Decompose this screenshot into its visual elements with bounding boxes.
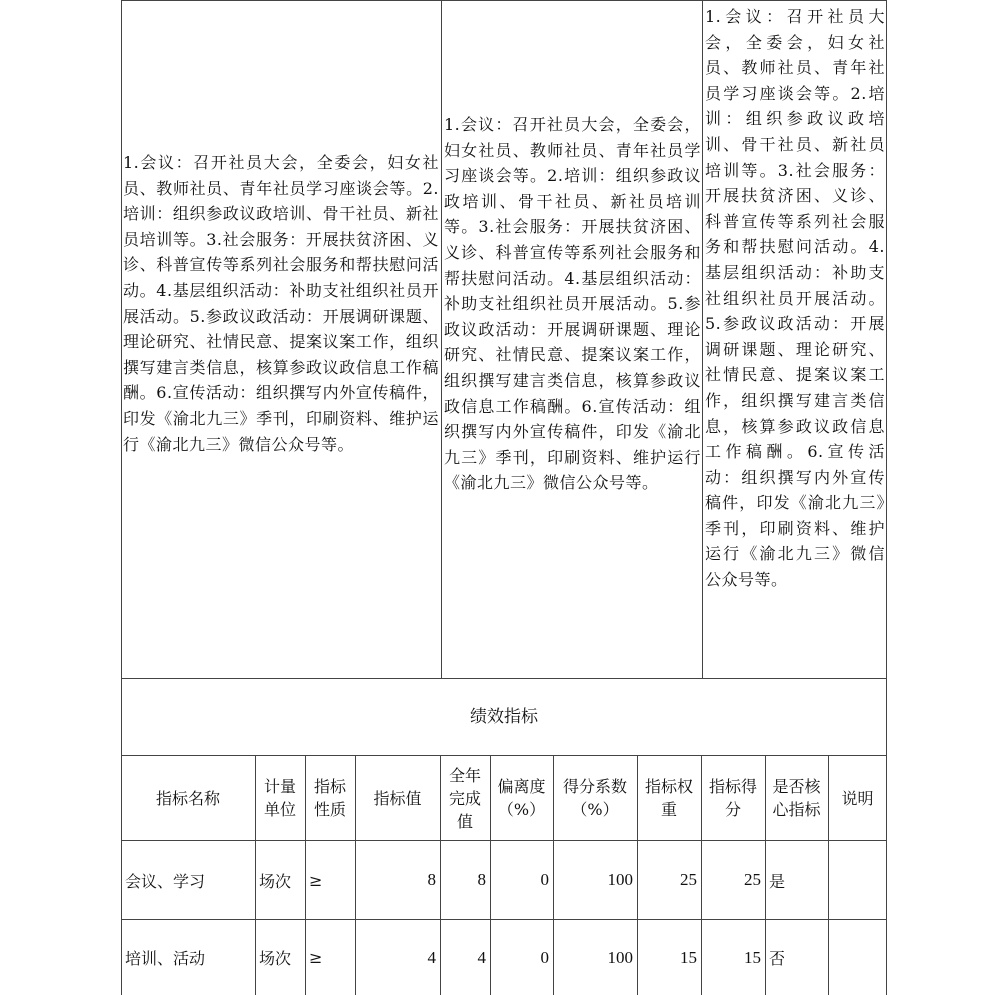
header-note bbox=[828, 756, 887, 840]
grid-line bbox=[121, 755, 887, 756]
header-core bbox=[765, 756, 828, 840]
header-deviation-text: 偏离度（%） bbox=[497, 777, 546, 819]
grid-line bbox=[355, 755, 356, 995]
table-row-1-deviation: 0 bbox=[540, 870, 549, 889]
content-cell-3 bbox=[705, 4, 885, 593]
table-row-2-value: 4 bbox=[427, 947, 436, 967]
table-row-1-core: 是 bbox=[769, 871, 786, 891]
header-weight bbox=[637, 756, 701, 840]
table-row-1-score: 25 bbox=[744, 870, 761, 889]
table-row-1-actual: 8 bbox=[477, 870, 486, 889]
header-actual bbox=[440, 756, 490, 840]
table-row-2-score: 15 bbox=[744, 947, 761, 967]
grid-line bbox=[702, 0, 703, 679]
grid-line bbox=[121, 0, 122, 995]
grid-line bbox=[441, 0, 442, 679]
table-row-2-weight: 15 bbox=[680, 947, 697, 967]
table-row-2-actual: 4 bbox=[477, 947, 486, 967]
grid-line bbox=[637, 755, 638, 995]
header-value-text: 指标值 bbox=[373, 788, 422, 808]
table-row-2-nature: ≥ bbox=[309, 948, 323, 967]
header-value bbox=[355, 756, 440, 840]
table-row-2-core: 否 bbox=[769, 949, 786, 968]
content-text-3: 1.会议：召开社员大会，全委会，妇女社员、教师社员、青年社员学习座谈会等。2.培训：组织参政议政培训、骨干社员、新社员培训等。3.社会服务：开展扶贫济困、义诊、科普宣传等系列社会服务和帮扶慰问活动。4.基层组织活动：补助支社组织社员开展活动。5.参政议政活动：开展调研课题、理论研究、社情民意、提案议案工作，组织撰写建言类信息，核算参政议政信息工作稿酬。6.宣传活动：组织撰写内外宣传稿件，印发《渝北九三》季刊，印刷资料、维护运行《渝北九三》微信公众号等。 bbox=[705, 7, 885, 590]
header-core-text: 是否核心指标 bbox=[772, 777, 821, 819]
table-row-2-name: 培训、活动 bbox=[125, 949, 206, 968]
table-row-2-deviation: 0 bbox=[540, 947, 549, 967]
content-text-2: 1.会议：召开社员大会，全委会，妇女社员、教师社员、青年社员学习座谈会等。2.培训：组织参政议政培训、骨干社员、新社员培训等。3.社会服务：开展扶贫济困、义诊、科普宣传等系列社会服务和帮扶慰问活动。4.基层组织活动：补助支社组织社员开展活动。5.参政议政活动：开展调研课题、理论研究、社情民意、提案议案工作，组织撰写建言类信息，核算参政议政信息工作稿酬。6.宣传活动：组织撰写内外宣传稿件，印发《渝北九三》季刊，印刷资料、维护运行《渝北九三》微信公众号等。 bbox=[444, 115, 701, 493]
header-nature bbox=[305, 756, 355, 840]
table-row-1-coefficient: 100 bbox=[607, 870, 633, 889]
section-title bbox=[121, 679, 887, 756]
grid-line bbox=[440, 755, 441, 995]
table-row-1-unit: 场次 bbox=[259, 871, 292, 891]
content-cell-1 bbox=[123, 150, 439, 457]
header-deviation bbox=[490, 756, 553, 840]
table-row-2-note bbox=[828, 920, 887, 995]
table-row-2-unit: 场次 bbox=[259, 949, 292, 968]
grid-line bbox=[121, 678, 887, 679]
header-score bbox=[701, 756, 765, 840]
header-weight-text: 指标权重 bbox=[644, 777, 693, 819]
content-cell-2 bbox=[444, 112, 701, 496]
table-row-1-nature: ≥ bbox=[309, 870, 323, 890]
header-note-text: 说明 bbox=[841, 788, 874, 808]
table-row-1-note bbox=[828, 841, 887, 919]
grid-line bbox=[305, 755, 306, 995]
grid-line bbox=[121, 919, 887, 920]
content-text-1: 1.会议：召开社员大会，全委会，妇女社员、教师社员、青年社员学习座谈会等。2.培训：组织参政议政培训、骨干社员、新社员培训等。3.社会服务：开展扶贫济困、义诊、科普宣传等系列社会服务和帮扶慰问活动。4.基层组织活动：补助支社组织社员开展活动。5.参政议政活动：开展调研课题、理论研究、社情民意、提案议案工作，组织撰写建言类信息，核算参政议政信息工作稿酬。6.宣传活动：组织撰写内外宣传稿件，印发《渝北九三》季刊，印刷资料、维护运行《渝北九三》微信公众号等。 bbox=[123, 153, 439, 454]
table-row-1-value: 8 bbox=[427, 870, 436, 889]
table-row-1-name: 会议、学习 bbox=[125, 871, 206, 891]
header-actual-text: 全年完成值 bbox=[448, 765, 481, 831]
grid-line bbox=[121, 0, 887, 1]
grid-line bbox=[886, 0, 887, 995]
header-unit bbox=[255, 756, 305, 840]
grid-line bbox=[701, 755, 702, 995]
header-name-text: 指标名称 bbox=[155, 788, 220, 808]
header-nature-text: 指标性质 bbox=[313, 777, 346, 819]
header-coefficient-text: 得分系数（%） bbox=[562, 777, 627, 819]
grid-line bbox=[765, 755, 766, 995]
grid-line bbox=[255, 755, 256, 995]
grid-line bbox=[553, 755, 554, 995]
header-unit-text: 计量单位 bbox=[263, 777, 296, 819]
grid-line bbox=[490, 755, 491, 995]
header-coefficient bbox=[553, 756, 637, 840]
section-title-text: 绩效指标 bbox=[470, 707, 538, 727]
table-row-2-coefficient: 100 bbox=[607, 947, 633, 967]
performance-table bbox=[121, 0, 887, 995]
header-score-text: 指标得分 bbox=[708, 777, 757, 819]
header-name bbox=[121, 756, 255, 840]
grid-line bbox=[121, 840, 887, 841]
grid-line bbox=[828, 755, 829, 995]
table-row-1-weight: 25 bbox=[680, 870, 697, 889]
